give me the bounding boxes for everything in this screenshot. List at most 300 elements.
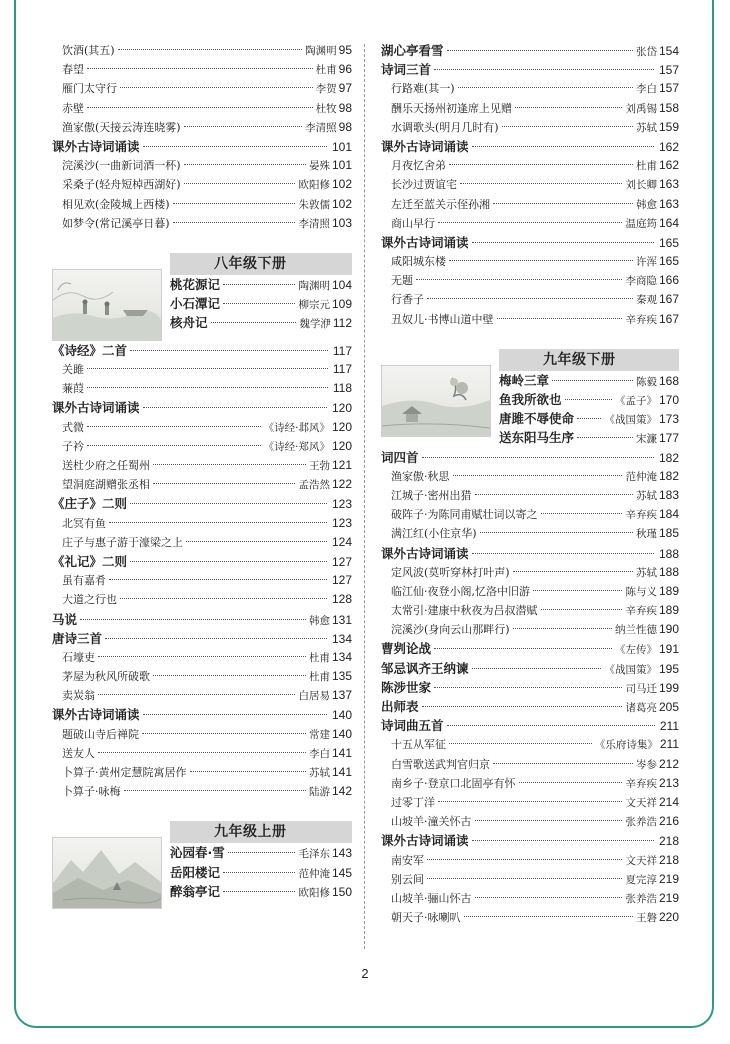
dot-leader [143,146,327,147]
entry-title: 鱼我所欲也 [499,392,562,407]
featured-block [52,843,352,909]
entry-title: 唐雎不辱使命 [499,411,575,427]
dot-leader [533,590,622,591]
entry-title: 课外古诗词诵读 [52,707,140,723]
entry-author: 张岱 [635,46,657,58]
dot-leader [130,503,327,504]
toc-entry-row [381,467,679,486]
entry-title: 无题 [391,274,413,288]
grade-header: 九年级下册 [499,349,679,371]
entry-title: 课外古诗词诵读 [381,234,469,250]
entry-author: 常建 [308,728,330,741]
entry-title: 曹刿论战 [381,641,432,657]
entry-title: 送杜少府之任蜀州 [62,459,150,472]
toc-section-row [381,448,679,467]
dot-leader [186,541,327,542]
entry-title: 大道之行也 [62,593,117,607]
toc-section-row [52,705,352,724]
spacer [381,329,679,349]
entry-title: 子衿 [62,439,84,453]
featured-block [52,275,352,341]
entry-page: 189 [658,603,679,618]
toc-entry-row [381,290,679,309]
entry-title: 酬乐天扬州初逢席上见赠 [391,101,512,115]
entry-page: 195 [658,661,679,676]
toc-section-row [52,629,352,648]
toc-entry-row [170,294,352,313]
entry-title: 饮酒(其五) [62,44,115,57]
toc-section-row [52,610,352,629]
entry-author: 陈毅 [635,375,657,388]
entry-page: 164 [658,215,679,230]
entry-title: 庄子与惠子游于濠梁之上 [62,535,183,549]
entry-title: 山坡羊·潼关怀古 [391,815,472,829]
toc-entry-row [170,882,352,901]
toc-entry-row [381,774,679,793]
entry-author: 李商隐 [625,275,657,288]
dot-leader [502,126,633,127]
dot-leader [143,407,327,408]
entry-author: 辛弃疾 [625,605,657,618]
toc-entry-row [52,79,352,98]
entry-title: 送友人 [62,746,95,760]
entry-title: 茅屋为秋风所破歌 [62,670,150,684]
dot-leader [513,628,612,629]
entry-page: 220 [658,910,679,925]
toc-entry-row [52,725,352,744]
entry-page: 142 [331,784,352,799]
entry-page: 121 [331,458,352,472]
dot-leader [472,242,654,243]
entry-page: 184 [658,507,679,522]
entry-title: 式微 [62,420,84,434]
entry-title: 左迁至蓝关示侄孙湘 [391,197,490,211]
entry-title: 课外古诗词诵读 [52,400,140,416]
dot-leader [541,609,623,610]
toc-section-row [381,678,679,697]
entry-title: 唐诗三首 [52,630,103,646]
entry-title: 破阵子·为陈同甫赋壮词以寄之 [391,508,538,522]
dot-leader [223,284,295,285]
dot-leader [87,387,328,388]
entry-title: 浣溪沙(身向云山那畔行) [391,623,510,637]
column-divider [364,44,365,949]
dot-leader [130,350,328,351]
entry-title: 诗词三首 [381,62,432,78]
entry-page: 214 [658,794,679,809]
entry-author: 范仲淹 [298,867,330,880]
toc-entry-row [52,648,352,667]
entry-page: 101 [331,139,352,154]
dot-leader [438,222,622,223]
entry-page: 101 [331,158,352,173]
entry-page: 167 [658,311,679,326]
toc-entry-row [381,582,679,601]
entry-title: 望洞庭湖赠张丞相 [62,478,150,492]
entry-title: 满江红(小住京华) [391,527,477,541]
dot-leader [434,687,622,688]
entry-title: 蒹葭 [62,382,84,396]
entry-title: 北冥有鱼 [62,516,106,530]
entry-author: 孟浩然 [298,479,330,492]
toc-section-row [52,552,352,571]
dot-leader [447,50,633,51]
spacer [52,233,352,253]
entry-author: 王勃 [308,460,330,472]
toc-entry-row [52,379,352,398]
dot-leader [453,475,623,476]
entry-title: 水调歌头(明月几时有) [391,120,499,134]
entry-page: 199 [658,680,679,695]
entry-page: 163 [658,177,679,192]
entry-page: 182 [658,450,679,465]
spacer [52,801,352,821]
dot-leader [460,183,622,184]
dot-leader [130,561,327,562]
entry-page: 219 [658,890,679,905]
entry-title: 山坡羊·骊山怀古 [391,891,472,905]
entry-page: 177 [658,431,679,446]
dot-leader [472,668,602,669]
entry-page: 159 [658,119,679,134]
dot-leader [472,553,654,554]
toc-entry-row [170,843,352,862]
entry-author: 苏轼 [635,566,657,579]
entry-page: 140 [331,708,352,723]
entry-page: 157 [658,63,679,78]
toc-entry-row [170,313,352,332]
dot-leader [223,891,295,892]
entry-title: 卖炭翁 [62,689,95,703]
entry-title: 桃花源记 [170,276,221,292]
entry-author: 范仲淹 [625,470,657,483]
toc-entry-row [52,533,352,552]
featured-list [170,843,352,909]
entry-title: 行路难(其一) [391,82,455,96]
entry-author: 朱敦儒 [298,198,330,211]
entry-page: 128 [331,592,352,607]
toc-left-column [52,41,352,909]
entry-title: 课外古诗词诵读 [381,138,469,154]
dot-leader [105,638,327,639]
dot-leader [184,164,306,165]
dot-leader [87,68,313,69]
entry-page: 109 [331,297,352,312]
entry-author: 陆游 [308,786,330,799]
entry-title: 咸阳城东楼 [391,255,446,269]
dot-leader [190,771,306,772]
entry-page: 95 [338,43,352,57]
entry-page: 135 [331,669,352,684]
entry-page: 211 [659,737,679,752]
entry-page: 123 [331,515,352,530]
dot-leader [87,445,261,446]
toc-entry-row [52,418,352,437]
entry-title: 沁园春·雪 [170,845,225,861]
entry-page: 218 [658,834,679,849]
entry-title: 相见欢(金陵城上西楼) [62,197,170,211]
entry-page: 170 [658,393,679,407]
entry-title: 南安军 [391,853,424,867]
entry-title: 赤壁 [62,101,84,115]
toc-entry-row [381,812,679,831]
dot-leader [228,852,296,853]
entry-title: 小石潭记 [170,296,221,312]
entry-page: 141 [331,765,352,779]
entry-page: 117 [332,362,352,377]
dot-leader [422,706,623,707]
entry-title: 《诗经》二首 [52,342,128,358]
entry-author: 岑参 [635,758,657,771]
dot-leader [184,126,303,127]
entry-author: 《战国策》 [604,414,657,427]
dot-leader [98,752,306,753]
entry-author: 《诗经·郑风》 [263,440,330,453]
entry-author: 李贺 [315,83,337,96]
toc-entry-row [52,514,352,533]
page-number: 2 [361,966,369,981]
dot-leader [515,107,622,108]
toc-entry-row [381,601,679,620]
entry-author: 杜甫 [635,160,657,173]
entry-title: 虽有嘉肴 [62,574,106,588]
dot-leader [497,318,623,319]
entry-page: 120 [331,419,352,434]
entry-page: 183 [658,487,679,502]
entry-title: 关雎 [62,363,84,377]
entry-page: 190 [658,622,679,637]
toc-entry-row [499,371,679,390]
toc-entry-row [381,563,679,582]
dot-leader [449,164,633,165]
entry-title: 江城子·密州出猎 [391,488,472,502]
toc-section-row [381,544,679,563]
toc-section-row [381,233,679,252]
entry-author: 白居易 [298,690,330,703]
entry-page: 212 [658,756,679,771]
dot-leader [427,859,622,860]
toc-entry-row [381,486,679,505]
toc-entry-row [52,456,352,475]
featured-list [499,371,679,448]
entry-page: 162 [658,139,679,154]
entry-author: 晏殊 [308,160,330,173]
entry-title: 石壕吏 [62,650,95,664]
entry-author: 夏完淳 [625,873,657,886]
entry-author: 诸葛亮 [625,702,657,714]
entry-page: 205 [658,700,679,714]
dot-leader [577,437,633,438]
entry-page: 189 [658,583,679,598]
entry-page: 185 [658,526,679,541]
entry-author: 欧阳修 [298,179,330,192]
entry-author: 魏学洢 [299,318,331,331]
dot-leader [434,69,654,70]
toc-entry-row [381,735,679,754]
entry-page: 191 [658,642,679,657]
toc-entry-row [381,79,679,98]
entry-page: 127 [331,573,352,588]
toc-entry-row [52,99,352,118]
entry-page: 167 [658,292,679,307]
entry-title: 南乡子·登京口北固亭有怀 [391,776,516,790]
toc-section-row [52,398,352,417]
entry-title: 长沙过贾谊宅 [391,178,457,192]
entry-page: 141 [331,745,352,760]
entry-author: 李白 [635,83,657,96]
dot-leader [447,725,655,726]
toc-entry-row [381,252,679,271]
toc-entry-row [381,524,679,543]
toc-section-row [52,494,352,513]
entry-title: 醉翁亭记 [170,883,221,899]
entry-page: 145 [331,865,352,880]
entry-author: 王磐 [635,912,657,925]
entry-author: 杜甫 [315,64,337,77]
dot-leader [449,260,633,261]
dot-leader [87,107,313,108]
entry-page: 104 [331,277,352,292]
entry-page: 211 [659,719,679,734]
entry-title: 临江仙·夜登小阁,忆洛中旧游 [391,584,530,598]
entry-author: 刘禹锡 [625,102,657,115]
entry-page: 173 [658,412,679,427]
entry-author: 刘长卿 [625,179,657,192]
dot-leader [98,694,295,695]
entry-author: 韩愈 [635,198,657,211]
entry-title: 行香子 [391,293,424,307]
entry-author: 《左传》 [614,644,657,657]
dot-leader [458,87,633,88]
entry-page: 216 [658,814,679,829]
entry-author: 许浑 [635,256,657,269]
entry-page: 123 [331,497,352,512]
entry-title: 雁门太守行 [62,82,117,96]
entry-author: 李清照 [305,121,337,134]
entry-page: 102 [331,196,352,211]
entry-author: 《诗经·邶风》 [263,421,330,434]
dot-leader [475,494,633,495]
toc-entry-row [381,793,679,812]
toc-entry-row [52,763,352,782]
entry-title: 陈涉世家 [381,679,432,695]
entry-page: 117 [332,343,352,358]
toc-section-row [381,716,679,735]
dot-leader [120,87,313,88]
dot-leader [493,203,633,204]
entry-page: 163 [658,196,679,211]
toc-section-row [52,137,352,156]
dot-leader [109,579,327,580]
toc-entry-row [52,686,352,705]
entry-title: 太常引·建康中秋夜为吕叔潜赋 [391,604,538,618]
dot-leader [142,733,306,734]
entry-page: 140 [331,726,352,741]
entry-page: 166 [658,273,679,288]
entry-page: 137 [331,688,352,703]
entry-page: 127 [331,554,352,569]
entry-page: 213 [658,775,679,790]
dot-leader [153,675,306,676]
toc-entry-row [52,195,352,214]
entry-author: 杜甫 [308,671,330,684]
dot-leader [87,426,261,427]
entry-page: 168 [658,373,679,388]
toc-section-row [381,831,679,850]
entry-page: 162 [658,158,679,173]
entry-author: 辛弃疾 [625,313,657,326]
dot-leader [552,380,633,381]
landscape-illustration [381,365,491,437]
landscape-illustration [52,837,162,909]
entry-title: 送东阳马生序 [499,430,575,446]
entry-author: 张养浩 [625,892,657,905]
dot-leader [153,483,295,484]
toc-entry-row [499,409,679,428]
entry-author: 张养浩 [625,816,657,829]
landscape-illustration [52,269,162,341]
dot-leader [434,648,612,649]
entry-page: 143 [331,846,352,861]
dot-leader [475,820,623,821]
entry-author: 辛弃疾 [625,777,657,790]
entry-title: 十五从军征 [391,738,446,752]
dot-leader [519,782,623,783]
entry-title: 商山早行 [391,216,435,230]
entry-title: 梅岭三章 [499,372,550,388]
entry-author: 宋濂 [635,433,657,446]
entry-author: 《孟子》 [614,395,657,407]
toc-entry-row [381,755,679,774]
entry-title: 渔家傲·秋思 [391,469,450,483]
entry-title: 朝天子·咏喇叭 [391,911,461,925]
toc-entry-row [381,156,679,175]
toc-section-row [381,697,679,716]
entry-title: 丑奴儿·书博山道中壁 [391,312,494,326]
entry-title: 课外古诗词诵读 [52,138,140,154]
toc-entry-row [52,475,352,494]
entry-author: 文天祥 [625,854,657,867]
entry-title: 渔家傲(天接云涛连晓雾) [62,120,181,134]
entry-author: 陶渊明 [305,45,337,57]
dot-leader [416,279,622,280]
entry-author: 杜牧 [315,102,337,115]
dot-leader [109,522,327,523]
entry-author: 陈与义 [625,585,657,598]
entry-title: 《庄子》二则 [52,496,128,512]
toc-entry-row [381,505,679,524]
entry-page: 157 [658,81,679,96]
entry-title: 浣溪沙(一曲新词酒一杯) [62,159,181,173]
entry-author: 苏轼 [308,767,330,779]
entry-page: 124 [331,534,352,549]
toc-entry-row [499,390,679,409]
entry-title: 月夜忆舍弟 [391,159,446,173]
dot-leader [80,619,306,620]
entry-author: 李白 [308,747,330,760]
dot-leader [98,656,306,657]
grade-header: 八年级下册 [170,253,352,275]
dot-leader [223,872,295,873]
entry-author: 辛弃疾 [625,509,657,522]
entry-page: 134 [331,631,352,646]
toc-entry-row [381,889,679,908]
featured-list [170,275,352,341]
entry-page: 98 [338,119,352,134]
entry-page: 158 [658,100,679,115]
entry-title: 过零丁洋 [391,795,435,809]
dot-leader [153,464,306,465]
